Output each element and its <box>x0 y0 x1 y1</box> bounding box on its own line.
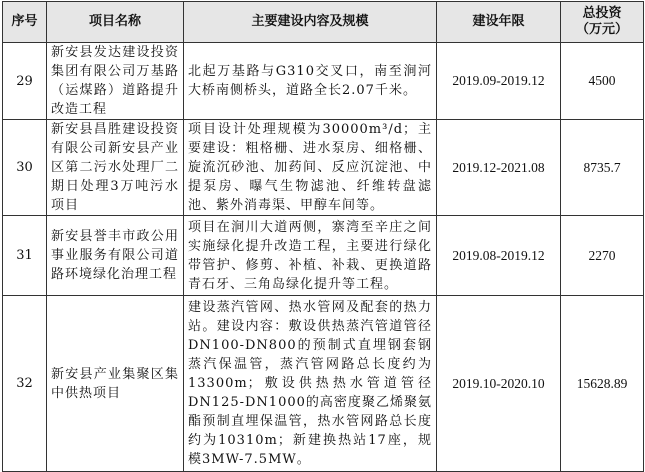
row-invest: 4500 <box>561 43 644 120</box>
row-seq: 32 <box>3 296 47 472</box>
row-content: 建设蒸汽管网、热水管网及配套的热力站。建设内容：敷设供热蒸汽管道管径DN100-DN800的预制式直埋钢套钢蒸汽保温管，蒸汽管网路总长度约为13300m；敷设供热热水管道管径DN125-DN1000的高密度聚乙烯聚氨酯预制直埋保温管，热水管网路总长度约为10310m；新建换热站17座，规模3MW-7.5MW。 <box>184 296 437 472</box>
row-period: 2019.09-2019.12 <box>437 43 561 120</box>
row-period: 2019.08-2019.12 <box>437 216 561 296</box>
project-table <box>2 1 644 472</box>
row-project-name: 新安县发达建设投资集团有限公司万基路（运煤路）道路提升改造工程 <box>47 43 184 120</box>
table-row <box>3 296 644 472</box>
header-period: 建设年限 <box>437 2 561 43</box>
row-content: 项目在涧川大道两侧，寨湾至辛庄之间实施绿化提升改造工程，主要进行绿化带管护、修剪、补植、补栽、更换道路青石牙、三角岛绿化提升等工程。 <box>184 216 437 296</box>
row-invest: 15628.89 <box>561 296 644 472</box>
row-invest: 2270 <box>561 216 644 296</box>
table-row <box>3 43 644 120</box>
row-content: 项目设计处理规模为30000m³/d；主要建设：粗格栅、进水泵房、细格栅、旋流沉砂池、加药间、反应沉淀池、中提泵房、曝气生物滤池、纤维转盘滤池、紫外消毒渠、甲醇车间等。 <box>184 120 437 216</box>
row-seq: 30 <box>3 120 47 216</box>
row-period: 2019.10-2020.10 <box>437 296 561 472</box>
row-seq: 29 <box>3 43 47 120</box>
header-row <box>3 2 644 43</box>
row-project-name: 新安县誉丰市政公用事业服务有限公司道路环境绿化治理工程 <box>47 216 184 296</box>
header-name: 项目名称 <box>47 2 184 43</box>
row-content: 北起万基路与G310交叉口，南至涧河大桥南侧桥头，道路全长2.07千米。 <box>184 43 437 120</box>
row-project-name: 新安县产业集聚区集中供热项目 <box>47 296 184 472</box>
header-invest-line1: 总投资 <box>582 6 622 21</box>
header-invest-line2: （万元） <box>575 22 628 37</box>
row-period: 2019.12-2021.08 <box>437 120 561 216</box>
table-row <box>3 216 644 296</box>
header-content: 主要建设内容及规模 <box>184 2 437 43</box>
row-project-name: 新安县昌胜建设投资有限公司新安县产业区第二污水处理厂二期日处理3万吨污水项目 <box>47 120 184 216</box>
header-invest <box>561 2 644 43</box>
table-row <box>3 120 644 216</box>
header-seq: 序号 <box>3 2 47 43</box>
row-invest: 8735.7 <box>561 120 644 216</box>
row-seq: 31 <box>3 216 47 296</box>
